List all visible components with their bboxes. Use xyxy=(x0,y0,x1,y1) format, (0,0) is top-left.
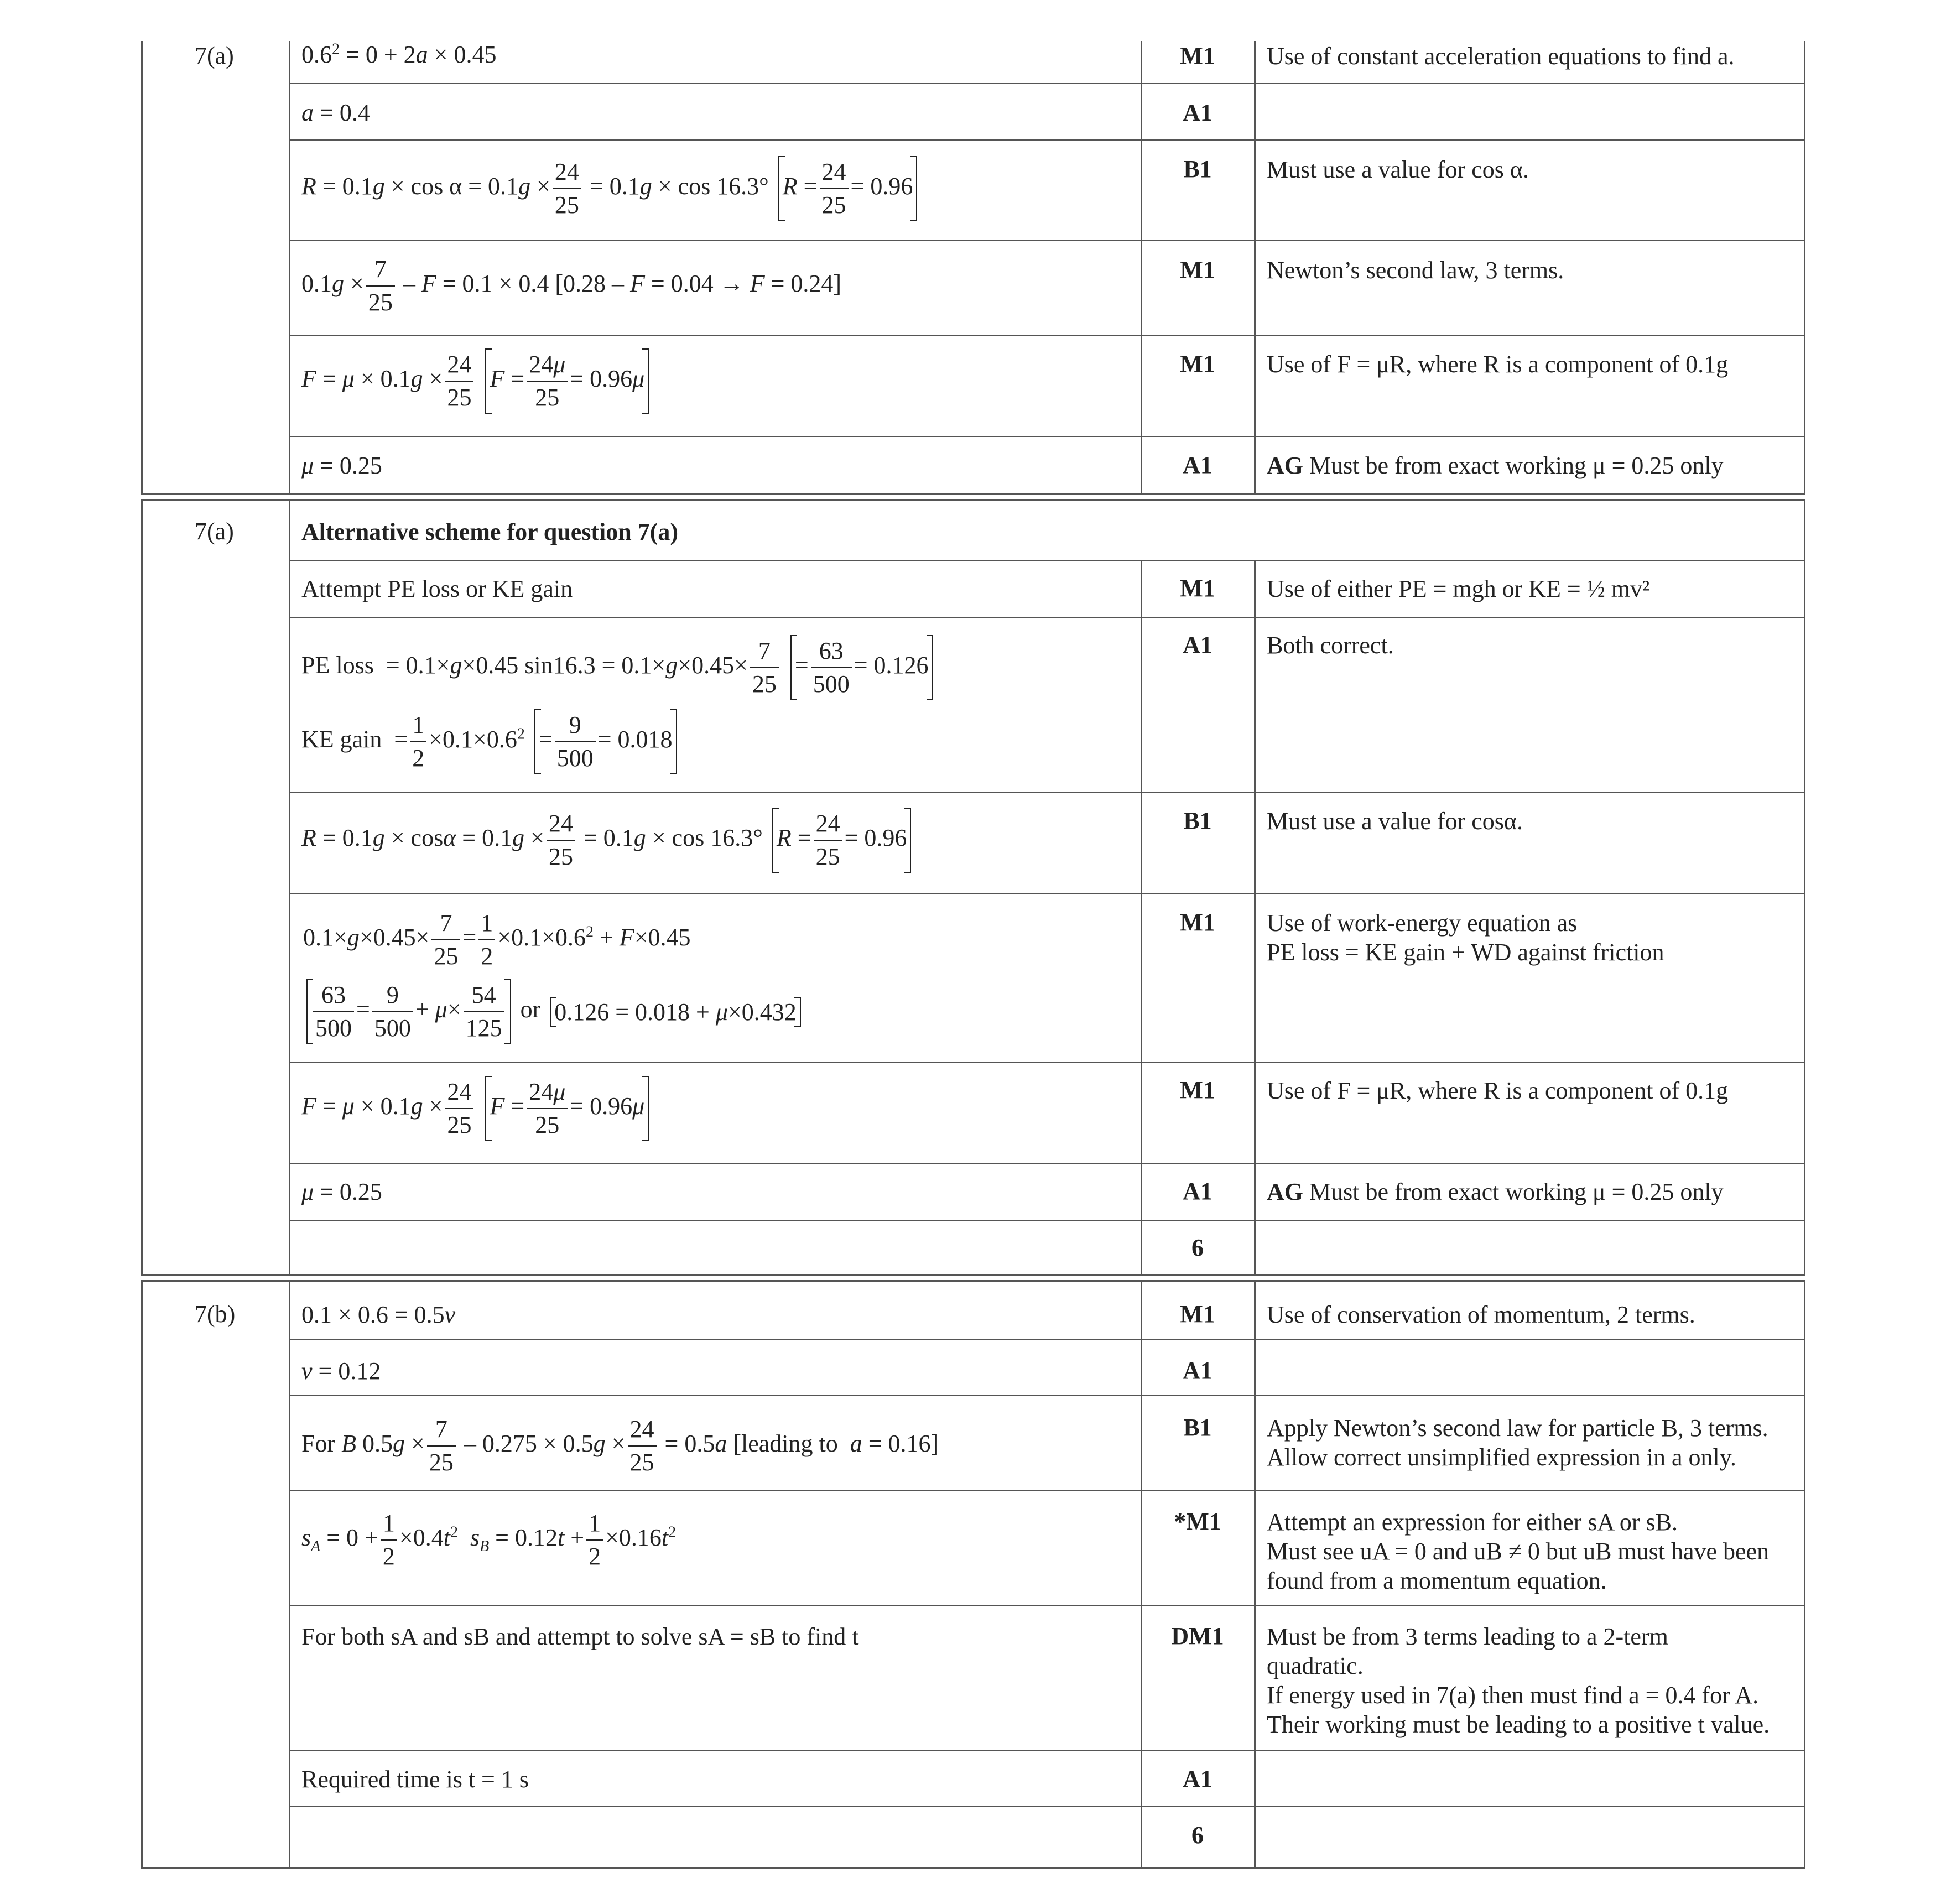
working-line: a = 0.4 xyxy=(301,99,370,126)
table-border xyxy=(289,41,290,495)
table-border xyxy=(1141,1280,1142,1869)
row-divider xyxy=(289,893,1805,894)
guidance-text: Use of work-energy equation as xyxy=(1267,909,1578,937)
row-divider xyxy=(289,1220,1805,1221)
table-border xyxy=(141,499,143,1276)
mark-code: M1 xyxy=(1180,909,1215,936)
question-label: 7(b) xyxy=(195,1300,236,1328)
row-divider xyxy=(289,335,1805,336)
working-line: 0.1 × 0.6 = 0.5v xyxy=(301,1301,456,1328)
mark-code: B1 xyxy=(1183,155,1212,183)
table-border xyxy=(1254,1280,1256,1869)
row-divider xyxy=(289,1163,1805,1164)
working-line: F = μ × 0.1g × $\frac{24}{25}$ F = $\frac{24\mu}{25}$ = 0.96μ xyxy=(301,1076,652,1141)
row-divider xyxy=(289,792,1805,793)
row-divider xyxy=(141,1274,1805,1276)
table-border xyxy=(1141,560,1142,1276)
row-divider xyxy=(289,1806,1805,1807)
mark-code: M1 xyxy=(1180,1300,1215,1328)
working-line: PE loss = 0.1×g×0.45 sin16.3 = 0.1×g×0.45× $\frac{7}{25}$ = $\frac{63}{500}$ = 0.126 xyxy=(301,635,936,700)
table-border xyxy=(1804,499,1805,1276)
mark-code: M1 xyxy=(1180,350,1215,377)
row-divider xyxy=(289,560,1805,561)
guidance-text: Must use a value for cosα. xyxy=(1267,808,1523,835)
guidance-text: Use of conservation of momentum, 2 terms. xyxy=(1267,1301,1695,1328)
guidance-text: AG Must be from exact working μ = 0.25 only xyxy=(1267,452,1724,479)
working-line: R = 0.1g × cosα = 0.1g × $\frac{24}{25}$ = 0.1g × cos 16.3° R = $\frac{24}{25}$ = 0.96 xyxy=(301,808,914,873)
guidance-text: PE loss = KE gain + WD against friction xyxy=(1267,939,1664,966)
mark-code: A1 xyxy=(1183,1178,1213,1205)
mark-code: A1 xyxy=(1183,1357,1213,1384)
table-border xyxy=(1254,41,1256,495)
guidance-text: Must see uA = 0 and uB ≠ 0 but uB must have been xyxy=(1267,1538,1770,1565)
row-divider xyxy=(289,83,1805,84)
table-border xyxy=(141,41,143,495)
guidance-text: Use of F = μR, where R is a component of 0.1g xyxy=(1267,1077,1729,1104)
row-divider xyxy=(289,1750,1805,1751)
mark-code: A1 xyxy=(1183,99,1213,126)
mark-code: B1 xyxy=(1183,1414,1212,1441)
working-line: KE gain = $\frac{1}{2}$ $\times 0.1\times 0.6^2$ = $\frac{9}{500}$ = 0.018 xyxy=(301,709,680,774)
row-divider xyxy=(289,240,1805,241)
table-border xyxy=(289,1280,290,1869)
row-divider xyxy=(141,1280,1805,1282)
row-divider xyxy=(289,139,1805,141)
table-border xyxy=(141,1280,143,1869)
mark-code: *M1 xyxy=(1174,1508,1221,1535)
question-label: 7(a) xyxy=(195,518,234,545)
guidance-text: Their working must be leading to a positive t value. xyxy=(1267,1711,1770,1738)
working-line: R = 0.1g × cos α = 0.1g × $\frac{24}{25}$ = 0.1g × cos 16.3° R = $\frac{24}{25}$ = 0.96 xyxy=(301,156,920,221)
working-line: $\frac{63}{500}$ = $\frac{9}{500}$ + μ× $\frac{54}{125}$ or 0.126 = 0.018 + μ×0.432 xyxy=(303,979,804,1044)
table-border xyxy=(1804,41,1805,495)
guidance-text: Must use a value for cos α. xyxy=(1267,156,1529,183)
working-line: $0.6^2 = 0 + 2a \times 0.45$ xyxy=(301,40,497,68)
mark-code: DM1 xyxy=(1171,1622,1224,1650)
guidance-text: Allow correct unsimplified expression in a only. xyxy=(1267,1444,1736,1471)
alt-scheme-heading: Alternative scheme for question 7(a) xyxy=(301,518,679,545)
mark-code: M1 xyxy=(1180,42,1215,69)
row-divider xyxy=(289,1395,1805,1396)
row-divider xyxy=(289,617,1805,618)
working-line: F = μ × 0.1g × $\frac{24}{25}$ F = $\frac{24\mu}{25}$ = 0.96μ xyxy=(301,348,652,414)
mark-code: A1 xyxy=(1183,1765,1213,1792)
guidance-text: Use of F = μR, where R is a component of 0.1g xyxy=(1267,351,1729,378)
guidance-text: Must be from 3 terms leading to a 2-term xyxy=(1267,1623,1668,1650)
row-divider xyxy=(289,1490,1805,1491)
row-divider xyxy=(289,436,1805,437)
row-divider xyxy=(141,1867,1805,1869)
mark-code: A1 xyxy=(1183,451,1213,478)
mark-code: B1 xyxy=(1183,807,1212,834)
question-label: 7(a) xyxy=(195,42,234,69)
row-divider xyxy=(141,493,1805,495)
mark-total: 6 xyxy=(1191,1234,1204,1261)
working-line: μ = 0.25 xyxy=(301,1178,382,1205)
working-line: For B 0.5g × $\frac{7}{25}$ – 0.275 × 0.5g × $\frac{24}{25}$ = 0.5a [leading to a = 0.16] xyxy=(301,1413,939,1479)
table-border xyxy=(1254,560,1256,1276)
working-line: μ = 0.25 xyxy=(301,452,382,479)
row-divider xyxy=(289,1062,1805,1063)
row-divider xyxy=(141,499,1805,501)
row-divider xyxy=(289,1339,1805,1340)
guidance-text: Apply Newton’s second law for particle B, 3 terms. xyxy=(1267,1414,1768,1442)
guidance-text: Use of either PE = mgh or KE = ½ mv² xyxy=(1267,575,1650,602)
guidance-text: quadratic. xyxy=(1267,1652,1364,1679)
working-line: $s_A = 0$ + $\frac{1}{2}$ $\times 0.4t^2$ $s_B = 0.12t$ + $\frac{1}{2}$ $\times 0.16t^2$ xyxy=(301,1507,676,1573)
working-line: Attempt PE loss or KE gain xyxy=(301,575,573,602)
guidance-text: Both correct. xyxy=(1267,632,1394,659)
table-border xyxy=(1141,41,1142,495)
guidance-text: If energy used in 7(a) then must find a = 0.4 for A. xyxy=(1267,1682,1759,1709)
working-line: Required time is t = 1 s xyxy=(301,1766,529,1793)
working-line: For both sA and sB and attempt to solve sA = sB to find t xyxy=(301,1623,859,1650)
row-divider xyxy=(289,1605,1805,1606)
table-border xyxy=(289,499,290,1276)
mark-code: M1 xyxy=(1180,1076,1215,1104)
working-line: 0.1g × $\frac{7}{25}$ – F = 0.1 × 0.4 [0.28 – F = 0.04 → F = 0.24] xyxy=(301,253,841,319)
working-line: v = 0.12 xyxy=(301,1357,381,1385)
guidance-text: Use of constant acceleration equations to find a. xyxy=(1267,43,1735,70)
mark-code: A1 xyxy=(1183,631,1213,658)
mark-code: M1 xyxy=(1180,256,1215,283)
mark-code: M1 xyxy=(1180,575,1215,602)
working-line: 0.1×g×0.45× $\frac{7}{25}$ = $\frac{1}{2}$ $\times 0.1\times 0.6^2 + F\times 0.45$ xyxy=(303,907,690,972)
guidance-text: AG Must be from exact working μ = 0.25 only xyxy=(1267,1178,1724,1205)
mark-total: 6 xyxy=(1191,1822,1204,1849)
guidance-text: Newton’s second law, 3 terms. xyxy=(1267,257,1564,284)
guidance-text: Attempt an expression for either sA or sB. xyxy=(1267,1508,1678,1536)
table-border xyxy=(1804,1280,1805,1869)
guidance-text: found from a momentum equation. xyxy=(1267,1567,1607,1594)
